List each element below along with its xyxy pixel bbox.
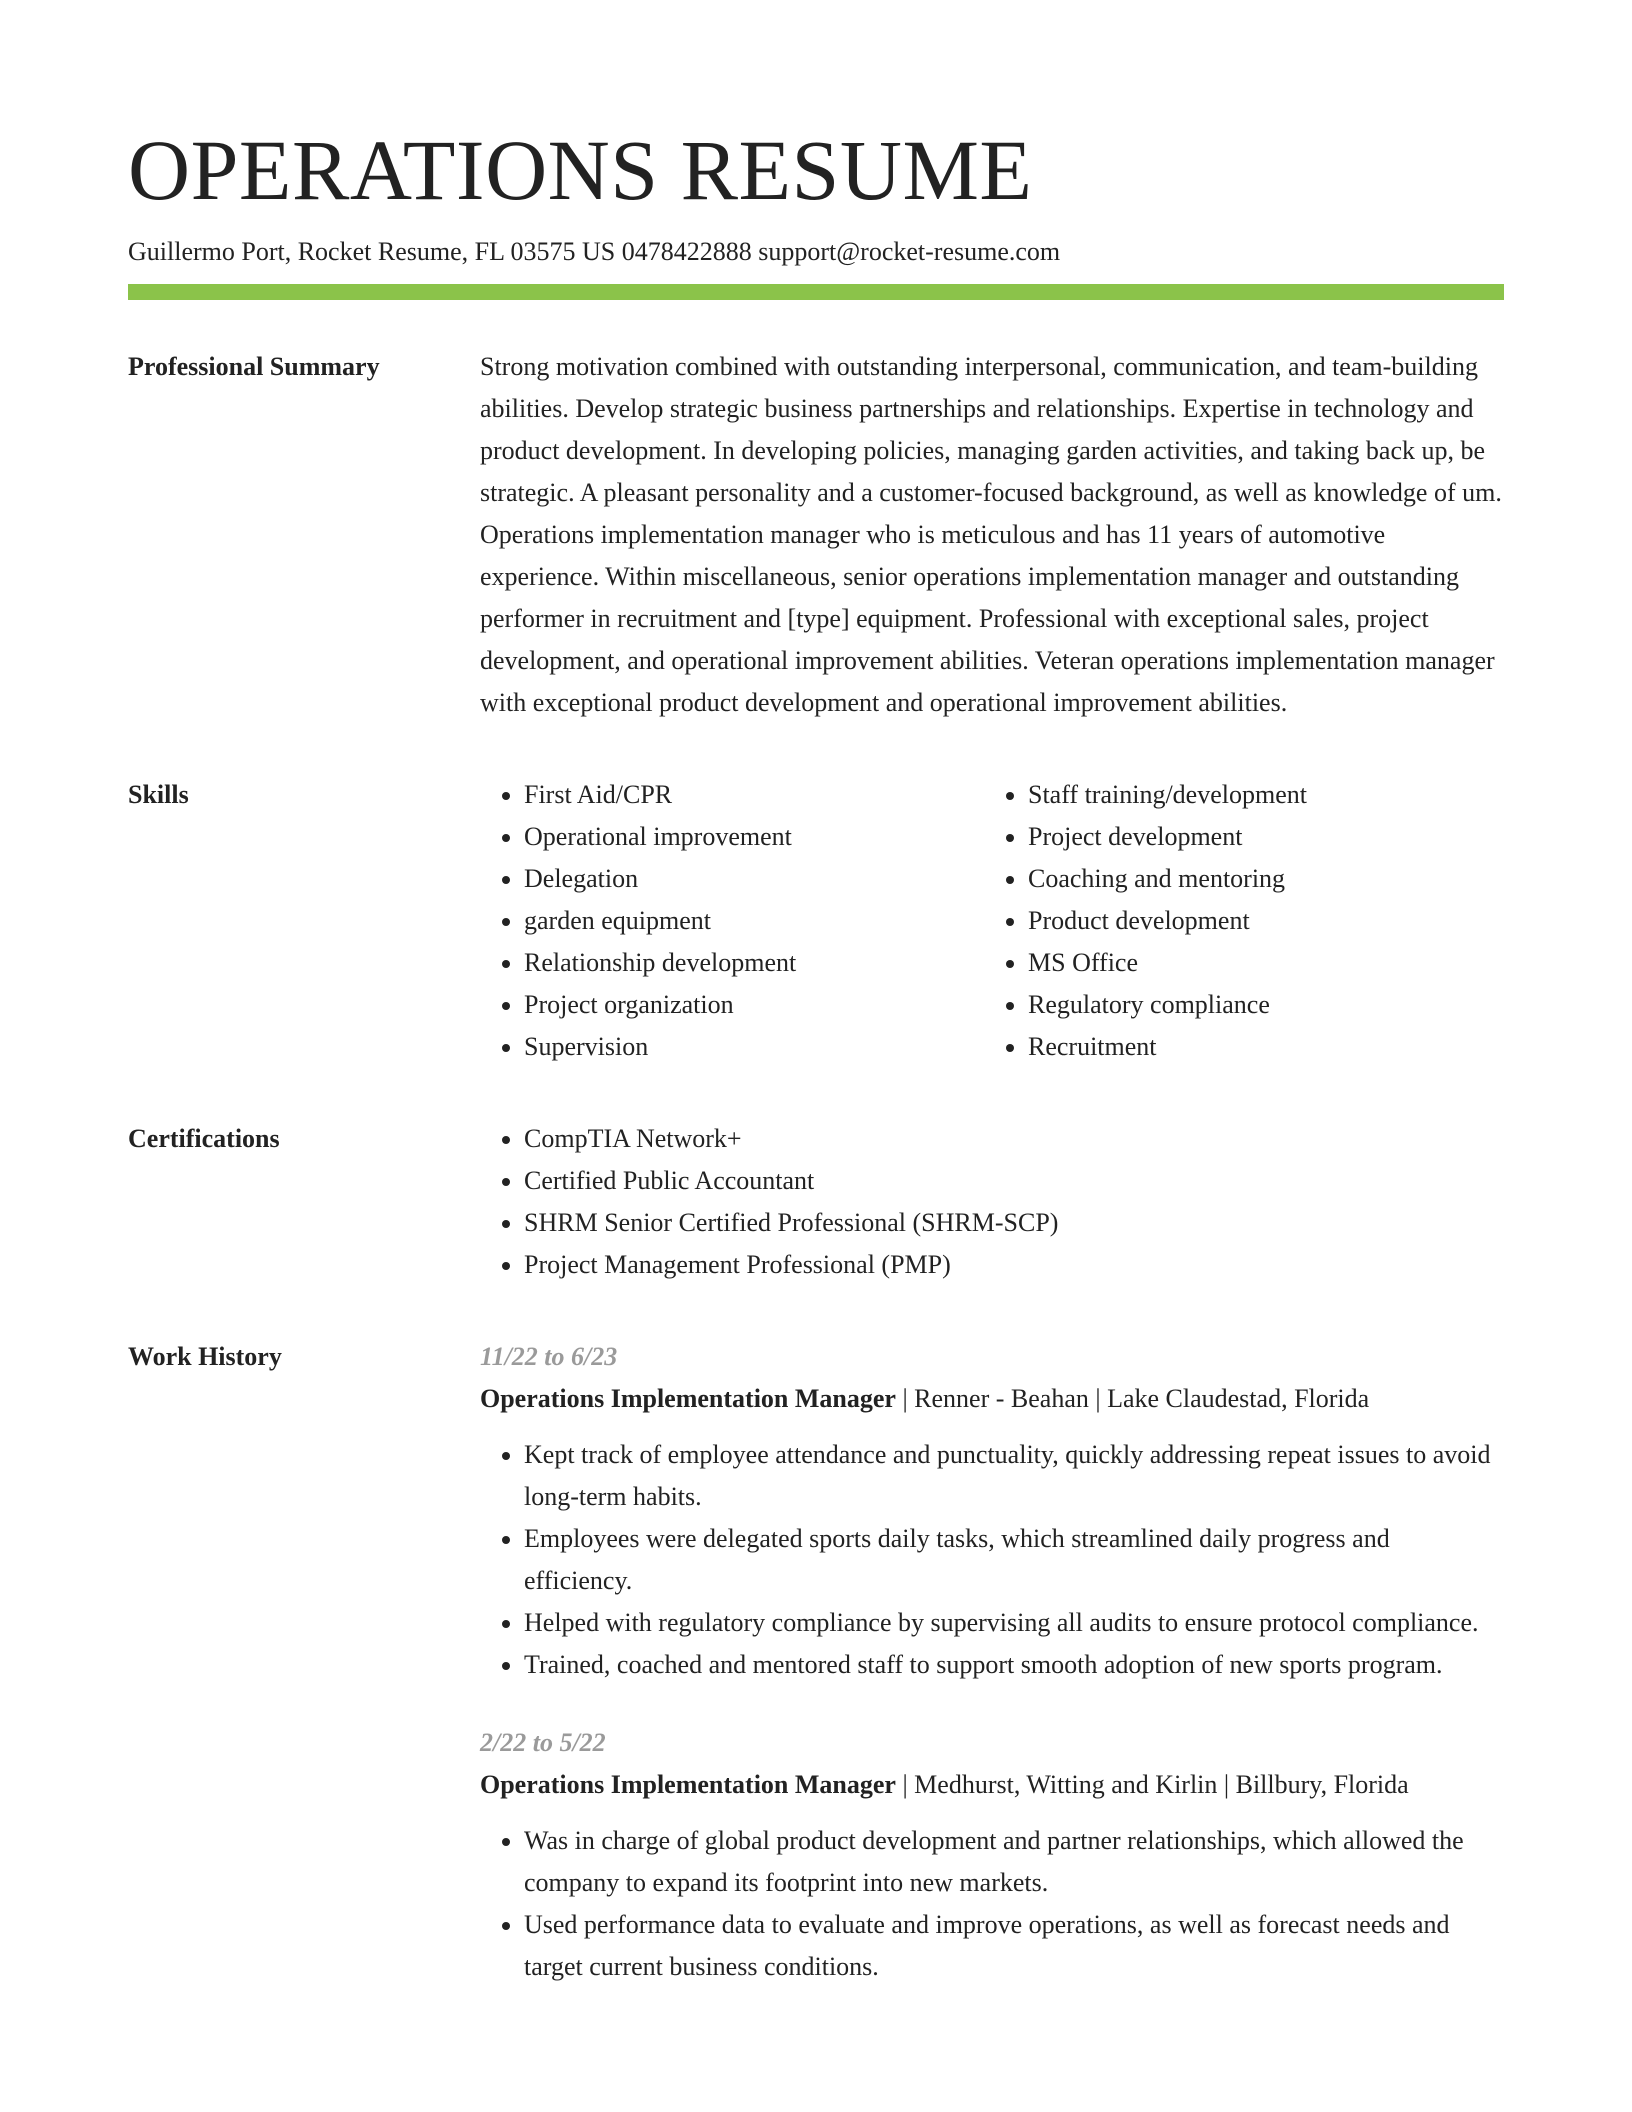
certifications-body bbox=[480, 1118, 1504, 1286]
job-details: | Medhurst, Witting and Kirlin | Billbury, Florida bbox=[895, 1770, 1409, 1799]
certifications-list bbox=[480, 1118, 1504, 1286]
certification-item: • CompTIA Network+ bbox=[524, 1118, 1504, 1160]
work-history-heading: Work History bbox=[128, 1342, 282, 1371]
skill-item: • Supervision bbox=[524, 1026, 984, 1068]
job-bullets bbox=[480, 1434, 1504, 1686]
skill-item: • garden equipment bbox=[524, 900, 984, 942]
skill-item: • Operational improvement bbox=[524, 816, 984, 858]
summary-body bbox=[480, 346, 1504, 724]
skill-item: • Project development bbox=[1028, 816, 1488, 858]
work-history-body bbox=[480, 1336, 1504, 2024]
skills-columns bbox=[480, 774, 1504, 1068]
job-dates: 2/22 to 5/22 bbox=[480, 1728, 606, 1757]
summary-heading: Professional Summary bbox=[128, 352, 380, 381]
skills-body bbox=[480, 774, 1504, 1068]
summary-text: Strong motivation combined with outstanding interpersonal, communication, and team-building abilities. Develop strategic business partnerships and relationships. Expertise in technology and product development. In developing policies, managing garden activities, and taking back up, be strategic. A pleasant personality and a customer-focused background, as well as knowledge of um. Operations implementation manager who is meticulous and has 11 years of automotive experience. Within miscellaneous, senior operations implementation manager and outstanding performer in recruitment and [type] equipment. Professional with exceptional sales, project development, and operational improvement abilities. Veteran operations implementation manager with exceptional product development and operational improvement abilities. bbox=[480, 352, 1502, 717]
certifications-section bbox=[128, 1118, 1504, 1286]
certifications-heading: Certifications bbox=[128, 1124, 280, 1153]
job-bullet: • Helped with regulatory compliance by supervising all audits to ensure protocol compliance. bbox=[524, 1602, 1504, 1644]
skill-item: • Regulatory compliance bbox=[1028, 984, 1488, 1026]
skill-item: • Relationship development bbox=[524, 942, 984, 984]
job-dates: 11/22 to 6/23 bbox=[480, 1342, 618, 1371]
certification-item: • Project Management Professional (PMP) bbox=[524, 1244, 1504, 1286]
skill-item: • MS Office bbox=[1028, 942, 1488, 984]
job-header bbox=[480, 1764, 1504, 1806]
skills-heading: Skills bbox=[128, 780, 189, 809]
job-title: Operations Implementation Manager bbox=[480, 1770, 896, 1799]
job-details: | Renner - Beahan | Lake Claudestad, Florida bbox=[895, 1384, 1370, 1413]
certification-item: • SHRM Senior Certified Professional (SHRM-SCP) bbox=[524, 1202, 1504, 1244]
resume-page bbox=[128, 0, 1504, 2024]
skill-item: • Delegation bbox=[524, 858, 984, 900]
skills-column-left bbox=[480, 774, 984, 1068]
job-entry bbox=[480, 1722, 1504, 1988]
job-bullet: • Trained, coached and mentored staff to support smooth adoption of new sports program. bbox=[524, 1644, 1504, 1686]
skill-item: • First Aid/CPR bbox=[524, 774, 984, 816]
job-entry bbox=[480, 1336, 1504, 1686]
summary-section bbox=[128, 346, 1504, 724]
skills-list-right bbox=[984, 774, 1488, 1068]
skills-column-right bbox=[984, 774, 1488, 1068]
job-bullets bbox=[480, 1820, 1504, 1988]
job-header bbox=[480, 1378, 1504, 1420]
job-bullet: • Used performance data to evaluate and improve operations, as well as forecast needs and target current business conditions. bbox=[524, 1904, 1504, 1988]
skill-item: • Recruitment bbox=[1028, 1026, 1488, 1068]
resume-title: OPERATIONS RESUME bbox=[128, 122, 1033, 218]
job-bullet: • Employees were delegated sports daily tasks, which streamlined daily progress and efficiency. bbox=[524, 1518, 1504, 1602]
certification-item: • Certified Public Accountant bbox=[524, 1160, 1504, 1202]
job-title: Operations Implementation Manager bbox=[480, 1384, 896, 1413]
job-bullet: • Kept track of employee attendance and punctuality, quickly addressing repeat issues to avoid long-term habits. bbox=[524, 1434, 1504, 1518]
skill-item: • Project organization bbox=[524, 984, 984, 1026]
header-divider bbox=[128, 284, 1504, 300]
work-history-section bbox=[128, 1336, 1504, 2024]
skill-item: • Staff training/development bbox=[1028, 774, 1488, 816]
job-bullet: • Was in charge of global product development and partner relationships, which allowed the company to expand its footprint into new markets. bbox=[524, 1820, 1504, 1904]
skill-item: • Product development bbox=[1028, 900, 1488, 942]
skill-item: • Coaching and mentoring bbox=[1028, 858, 1488, 900]
skills-list-left bbox=[480, 774, 984, 1068]
skills-section bbox=[128, 774, 1504, 1068]
contact-line: Guillermo Port, Rocket Resume, FL 03575 US 0478422888 support@rocket-resume.com bbox=[128, 237, 1061, 266]
